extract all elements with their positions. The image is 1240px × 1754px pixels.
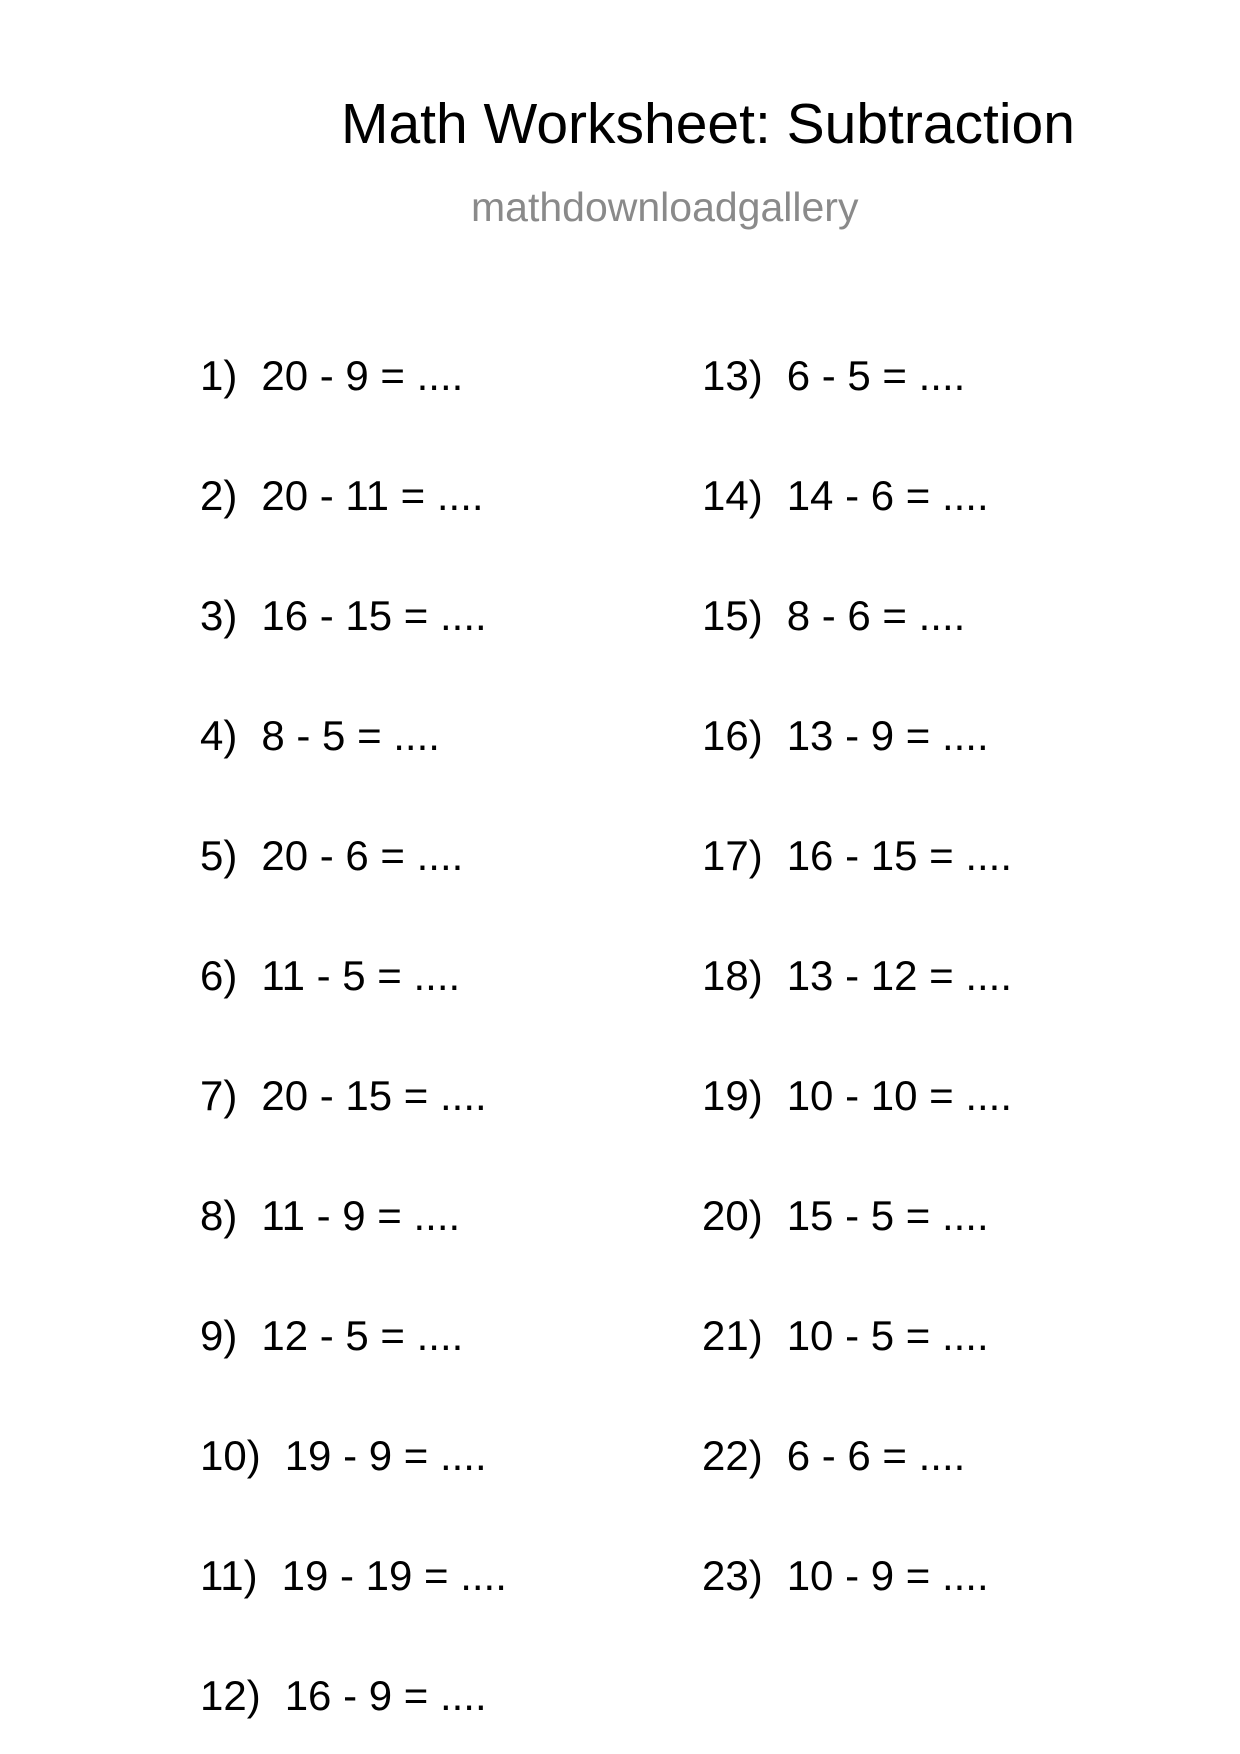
problem-item [200, 1312, 464, 1359]
worksheet-source: mathdownloadgallery [471, 184, 859, 230]
problem-item [200, 592, 487, 639]
problem-item [702, 1312, 989, 1359]
problem-number: 1) [200, 352, 238, 399]
problem-number: 14) [702, 472, 763, 519]
problem-item [702, 1192, 989, 1239]
problem-expression: 13 - 12 = .... [786, 952, 1013, 999]
problem-number: 17) [702, 832, 763, 879]
problem-item [200, 1672, 487, 1719]
problem-expression: 10 - 5 = .... [786, 1312, 989, 1359]
problem-number: 10) [200, 1432, 261, 1479]
problem-expression: 8 - 5 = .... [261, 712, 440, 759]
problem-item [702, 1432, 966, 1479]
problem-item [200, 472, 484, 519]
problem-expression: 20 - 11 = .... [261, 472, 484, 519]
problem-item [200, 712, 440, 759]
problem-item [702, 952, 1013, 999]
problem-number: 11) [200, 1552, 258, 1599]
problem-expression: 14 - 6 = .... [786, 472, 989, 519]
problem-number: 18) [702, 952, 763, 999]
problem-number: 5) [200, 832, 238, 879]
problem-number: 8) [200, 1192, 238, 1239]
problem-number: 15) [702, 592, 763, 639]
problem-expression: 10 - 9 = .... [786, 1552, 989, 1599]
problem-expression: 16 - 15 = .... [786, 832, 1013, 879]
problem-item [200, 1552, 507, 1599]
problem-item [702, 832, 1013, 879]
problem-expression: 16 - 15 = .... [261, 592, 487, 639]
problem-number: 20) [702, 1192, 763, 1239]
problem-expression: 20 - 9 = .... [261, 352, 464, 399]
problem-number: 22) [702, 1432, 763, 1479]
problem-item [702, 352, 966, 399]
problem-number: 9) [200, 1312, 238, 1359]
problem-item [200, 1072, 487, 1119]
problem-expression: 6 - 5 = .... [786, 352, 966, 399]
problem-item [702, 1552, 989, 1599]
problem-expression: 19 - 19 = .... [281, 1552, 507, 1599]
problem-item [702, 1072, 1013, 1119]
problem-number: 12) [200, 1672, 261, 1719]
problem-number: 16) [702, 712, 763, 759]
problem-expression: 16 - 9 = .... [284, 1672, 487, 1719]
problem-item [200, 832, 464, 879]
problem-expression: 11 - 9 = .... [261, 1192, 461, 1239]
problem-expression: 20 - 15 = .... [261, 1072, 487, 1119]
problem-item [702, 712, 989, 759]
problem-number: 4) [200, 712, 238, 759]
problem-item [200, 352, 464, 399]
problem-expression: 15 - 5 = .... [786, 1192, 989, 1239]
problem-number: 21) [702, 1312, 763, 1359]
problem-number: 7) [200, 1072, 238, 1119]
problem-expression: 19 - 9 = .... [284, 1432, 487, 1479]
problem-expression: 20 - 6 = .... [261, 832, 464, 879]
problem-number: 19) [702, 1072, 763, 1119]
problem-number: 6) [200, 952, 238, 999]
problem-number: 3) [200, 592, 238, 639]
problem-item [702, 592, 966, 639]
problem-number: 13) [702, 352, 763, 399]
worksheet-title: Math Worksheet: Subtraction [341, 92, 1075, 156]
problem-number: 23) [702, 1552, 763, 1599]
problem-number: 2) [200, 472, 238, 519]
problem-item [200, 952, 461, 999]
problem-expression: 11 - 5 = .... [261, 952, 461, 999]
problem-item [200, 1432, 487, 1479]
problem-expression: 13 - 9 = .... [786, 712, 989, 759]
problem-expression: 12 - 5 = .... [261, 1312, 464, 1359]
problem-expression: 8 - 6 = .... [786, 592, 966, 639]
problem-expression: 10 - 10 = .... [786, 1072, 1013, 1119]
problem-item [702, 472, 989, 519]
problem-expression: 6 - 6 = .... [786, 1432, 966, 1479]
problem-item [200, 1192, 461, 1239]
